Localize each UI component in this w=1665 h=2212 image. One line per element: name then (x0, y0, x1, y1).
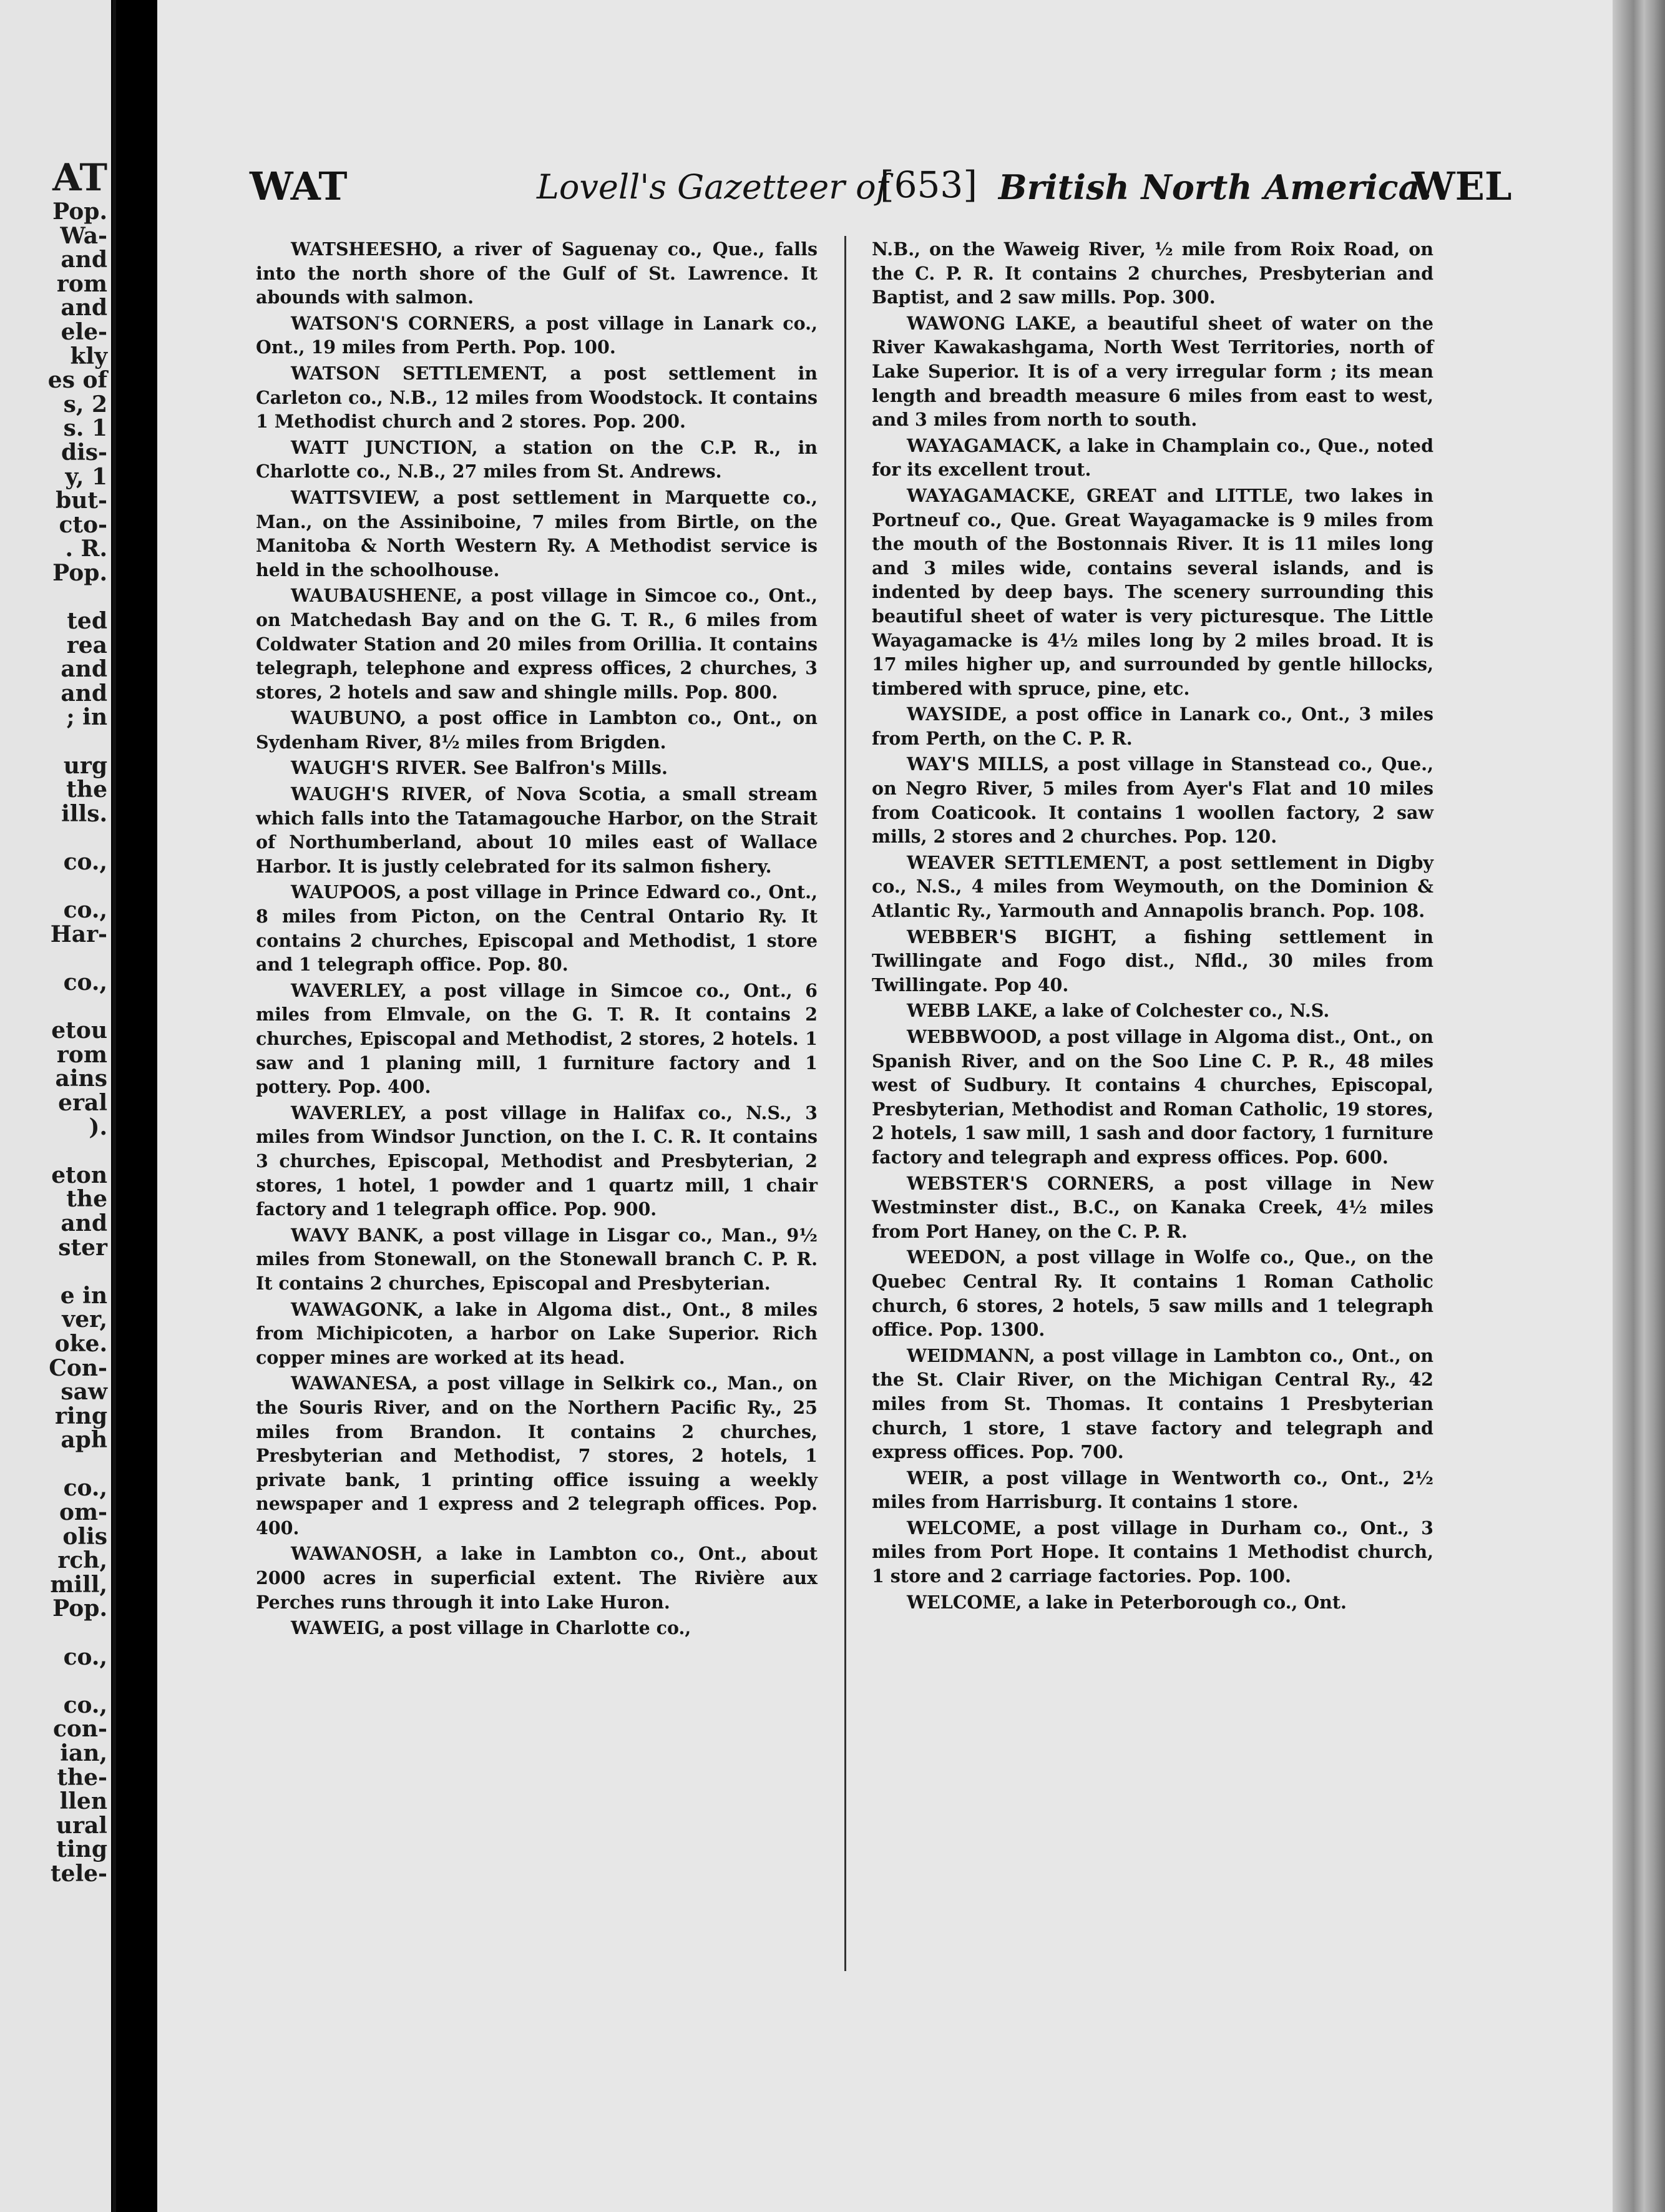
previous-page-line: mill, (50, 1571, 107, 1598)
previous-page-line: and (61, 247, 107, 273)
book-page-edges (1613, 0, 1665, 2212)
gazetteer-entry: WEIDMANN, a post village in Lambton co., Ont., on the St. Clair River, on the Michigan Central Ry., 42 miles from St. Thomas. It contains 1 Presbyterian church, 1 store, 1 stave factory and telegraph and express offices. Pop. 700. (872, 1344, 1433, 1463)
gazetteer-entry: WAWEIG, a post village in Charlotte co., (291, 1617, 691, 1639)
previous-page-line: co., (63, 849, 107, 876)
previous-page-line: ted (67, 608, 107, 635)
right-column (872, 237, 1433, 1616)
previous-page-line: Pop. (52, 1595, 107, 1622)
previous-page-line: and (61, 680, 107, 707)
previous-page-line: ele- (61, 318, 107, 345)
gazetteer-entry: WAUGH'S RIVER. See Balfron's Mills. (291, 757, 668, 779)
previous-page-line: con- (52, 1716, 107, 1743)
previous-page-line: co., (63, 1691, 107, 1718)
previous-page-line: ver, (62, 1306, 107, 1333)
previous-page-line: the (66, 1186, 107, 1213)
previous-page-line: co., (63, 969, 107, 996)
previous-page-line (0, 826, 111, 850)
previous-page-line: eral (58, 1089, 107, 1116)
previous-page-line: rea (66, 632, 107, 658)
gazetteer-entry: N.B., on the Waweig River, ½ mile from Roix Road, on the C. P. R. It contains 2 churches, Presbyterian and Baptist, and 2 saw mills. Pop. 300. (872, 238, 1433, 308)
previous-page-line: and (61, 656, 107, 683)
gazetteer-entry: WAUBUNO, a post office in Lambton co., Ont., on Sydenham River, 8½ miles from Brigden. (256, 707, 818, 753)
previous-page-line: ; in (66, 704, 107, 731)
gazetteer-entry: WEBB LAKE, a lake of Colchester co., N.S. (907, 1000, 1330, 1022)
gutter-shadow (112, 0, 116, 2212)
previous-page-line: ains (55, 1065, 107, 1092)
previous-page-line: co., (63, 1643, 107, 1670)
previous-page-line (0, 1621, 111, 1645)
gazetteer-entry: WEBBER'S BIGHT, a fishing settlement in Twillingate and Fogo dist., Nfld., 30 miles from Twillingate. Pop 40. (872, 926, 1433, 996)
gazetteer-entry: WATSON'S CORNERS, a post village in Lanark co., Ont., 19 miles from Perth. Pop. 100. (256, 312, 818, 358)
previous-page-text (0, 156, 111, 1886)
gazetteer-entry: WAVERLEY, a post village in Simcoe co., Ont., 6 miles from Elmvale, on the G. T. R. It contains 2 churches, Episcopal and Methodist, 2 stores, 2 hotels. 1 saw and 1 planing mill, 1 furniture factory and 1 pottery. Pop. 400. (256, 979, 818, 1098)
gazetteer-entry: WAUGH'S RIVER, of Nova Scotia, a small stream which falls into the Tatamagouche Harbor, on the Strait of Northumberland, about 10 miles east of Wallace Harbor. It is justly celebrated for its salmon fishery. (256, 783, 818, 877)
previous-page-line: ting (56, 1836, 107, 1863)
guide-word-left: WAT (250, 164, 348, 209)
previous-page-line: the (66, 776, 107, 803)
previous-page-line: ). (89, 1113, 107, 1140)
gazetteer-entry: WELCOME, a lake in Peterborough co., Ont. (907, 1591, 1347, 1613)
book-title-part1: Lovell's Gazetteer of (537, 167, 889, 207)
previous-page-line: e in (60, 1282, 107, 1309)
gazetteer-entry: WAYAGAMACK, a lake in Champlain co., Que., noted for its excellent trout. (872, 434, 1433, 481)
gazetteer-entry: WAWANOSH, a lake in Lambton co., Ont., about 2000 acres in superficial extent. The Rivière aux Perches runs through it into Lake Huron. (256, 1543, 818, 1613)
gazetteer-entry: WAY'S MILLS, a post village in Stanstead co., Que., on Negro River, 5 miles from Ayer's Flat and 10 miles from Coaticook. It contains 1 woollen factory, 2 saw mills, 2 stores and 2 churches. Pop. 120. (872, 753, 1433, 848)
previous-page-line (0, 946, 111, 971)
previous-page-line (0, 1452, 111, 1477)
previous-page-line: rom (56, 270, 107, 297)
previous-page-line: co., (63, 897, 107, 924)
previous-page-line: ills. (61, 800, 107, 827)
previous-page-line: s, 2 (63, 391, 107, 418)
previous-page-line: s. 1 (63, 415, 107, 442)
previous-page-line: ian, (60, 1740, 107, 1766)
previous-page-line: ring (55, 1402, 107, 1429)
previous-page-line: rom (56, 1041, 107, 1068)
previous-page-line: the- (57, 1764, 107, 1791)
previous-page-line (0, 1260, 111, 1284)
previous-page-line: ural (56, 1812, 107, 1839)
previous-page-line: olis (62, 1523, 107, 1550)
previous-page-line (0, 874, 111, 899)
page-number: [653] (880, 164, 977, 206)
previous-page-line: es of (47, 367, 107, 394)
previous-page-line (0, 585, 111, 610)
previous-page-fragment (0, 0, 111, 2212)
previous-page-line: kly (70, 343, 107, 369)
gazetteer-entry: WAWAGONK, a lake in Algoma dist., Ont., 8 miles from Michipicoten, a harbor on Lake Superior. Rich copper mines are worked at its head. (256, 1298, 818, 1368)
previous-page-line: om- (59, 1499, 107, 1526)
previous-page-line: oke. (54, 1330, 107, 1357)
previous-page-line (0, 1669, 111, 1693)
previous-page-line: Har- (50, 921, 107, 947)
previous-page-line: etou (51, 1017, 107, 1044)
left-column (256, 237, 818, 1642)
previous-page-line (0, 730, 111, 754)
previous-page-line (0, 1139, 111, 1163)
gazetteer-entry: WELCOME, a post village in Durham co., Ont., 3 miles from Port Hope. It contains 1 Methodist church, 1 store and 2 carriage factories. Pop. 100. (872, 1517, 1433, 1587)
previous-page-line: dis- (61, 439, 107, 466)
gazetteer-entry: WEBSTER'S CORNERS, a post village in New Westminster dist., B.C., on Kanaka Creek, 4½ miles from Port Haney, on the C. P. R. (872, 1172, 1433, 1242)
previous-page-line: Con- (49, 1354, 107, 1381)
gazetteer-entry: WAUBAUSHENE, a post village in Simcoe co., Ont., on Matchedash Bay and on the G. T. R., 6 miles from Coldwater Station and 20 miles from Orillia. It contains telegraph, telephone and express offices, 2 churches, 3 stores, 2 hotels and saw and shingle mills. Pop. 800. (256, 585, 818, 703)
previous-page-line: cto- (59, 511, 107, 538)
book-title-part2: British North America. (999, 167, 1432, 207)
previous-page-line: saw (61, 1379, 107, 1406)
previous-page-line: co., (63, 1475, 107, 1502)
previous-page-line: eton (51, 1162, 107, 1188)
guide-word-right: WEL (1412, 164, 1512, 209)
gazetteer-entry: WAWONG LAKE, a beautiful sheet of water on the River Kawakashgama, North West Territories, north of Lake Superior. It is of a very irregular form ; its mean length and breadth measure 6 miles from east to west, and 3 miles from north to south. (872, 312, 1433, 431)
previous-page-line: Pop. (52, 559, 107, 586)
previous-page-line: y, 1 (65, 463, 107, 490)
gazetteer-entry: WAUPOOS, a post village in Prince Edward co., Ont., 8 miles from Picton, on the Central Ontario Ry. It contains 2 churches, Episcopal and Methodist, 1 store and 1 telegraph office. Pop. 80. (256, 881, 818, 976)
previous-page-line (0, 995, 111, 1019)
gazetteer-entry: WEBBWOOD, a post village in Algoma dist., Ont., on Spanish River, and on the Soo Line C. P. R., 48 miles west of Sudbury. It contains 4 churches, Episcopal, Presbyterian, Methodist and Roman Catholic, 19 stores, 2 hotels, 1 saw mill, 1 sash and door factory, 1 furniture factory and telegraph and express offices. Pop. 600. (872, 1026, 1433, 1168)
previous-page-line: and (61, 1210, 107, 1236)
previous-page-line: Wa- (60, 222, 107, 249)
gazetteer-entry: WAWANESA, a post village in Selkirk co., Man., on the Souris River, and on the Northern Pacific Ry., 25 miles from Brandon. It contains 2 churches, Presbyterian and Methodist, 7 stores, 2 hotels, 1 private bank, 1 printing office issuing a weekly newspaper and 1 express and 2 telegraph offices. Pop. 400. (256, 1373, 818, 1539)
previous-page-line: rch, (57, 1547, 107, 1574)
gazetteer-entry: WEIR, a post village in Wentworth co., Ont., 2½ miles from Harrisburg. It contains 1 store. (872, 1467, 1433, 1513)
gazetteer-entry: WATSON SETTLEMENT, a post settlement in Carleton co., N.B., 12 miles from Woodstock. It contains 1 Methodist church and 2 stores. Pop. 200. (256, 362, 818, 433)
running-header (250, 164, 1579, 220)
previous-page-line: Pop. (52, 198, 107, 225)
previous-page-line: aph (61, 1427, 107, 1454)
gazetteer-entry: WAYAGAMACKE, GREAT and LITTLE, two lakes in Portneuf co., Que. Great Wayagamacke is 9 miles from the mouth of the Bostonnais River. It is 11 miles long and 3 miles wide, contains several islands, and is indented by deep bays. The scenery surrounding this beautiful sheet of water is very picturesque. The Little Wayagamacke is 4½ miles long by 2 miles broad. It is 17 miles higher up, and surrounded by gentle hillocks, timbered with spruce, pine, etc. (872, 484, 1433, 699)
gazetteer-entry: WAYSIDE, a post office in Lanark co., Ont., 3 miles from Perth, on the C. P. R. (872, 703, 1433, 749)
previous-page-line: llen (59, 1788, 107, 1815)
gazetteer-entry: WATSHEESHO, a river of Saguenay co., Que., falls into the north shore of the Gulf of St. Lawrence. It abounds with salmon. (256, 238, 818, 308)
gazetteer-entry: WATT JUNCTION, a station on the C.P. R., in Charlotte co., N.B., 27 miles from St. Andrews. (256, 436, 818, 482)
previous-page-line: . R. (65, 536, 107, 562)
previous-page-line: urg (63, 752, 107, 779)
previous-page-line: and (61, 295, 107, 321)
gazetteer-entry: WAVERLEY, a post village in Halifax co., N.S., 3 miles from Windsor Junction, on the I. C. R. It contains 3 churches, Episcopal, Methodist and Presbyterian, 2 stores, 1 hotel, 1 powder and 1 quartz mill, 1 chair factory and 1 telegraph office. Pop. 900. (256, 1102, 818, 1220)
previous-page-line: AT (52, 156, 107, 200)
previous-page-line: ster (58, 1234, 107, 1261)
gazetteer-entry: WATTSVIEW, a post settlement in Marquette co., Man., on the Assiniboine, 7 miles from Birtle, on the Manitoba & North Western Ry. A Methodist service is held in the schoolhouse. (256, 486, 818, 580)
previous-page-line: tele- (50, 1860, 107, 1886)
gazetteer-entry: WAVY BANK, a post village in Lisgar co., Man., 9½ miles from Stonewall, on the Stonewall branch C. P. R. It contains 2 churches, Episcopal and Presbyterian. (256, 1224, 818, 1294)
gazetteer-entry: WEAVER SETTLEMENT, a post settlement in Digby co., N.S., 4 miles from Weymouth, on the Dominion & Atlantic Ry., Yarmouth and Annapolis branch. Pop. 108. (872, 851, 1433, 922)
column-divider (844, 236, 846, 1971)
gazetteer-entry: WEEDON, a post village in Wolfe co., Que., on the Quebec Central Ry. It contains 1 Roman Catholic church, 6 stores, 2 hotels, 5 saw mills and 1 telegraph office. Pop. 1300. (872, 1246, 1433, 1341)
gazetteer-page (157, 0, 1613, 2212)
previous-page-line: but- (56, 487, 107, 514)
